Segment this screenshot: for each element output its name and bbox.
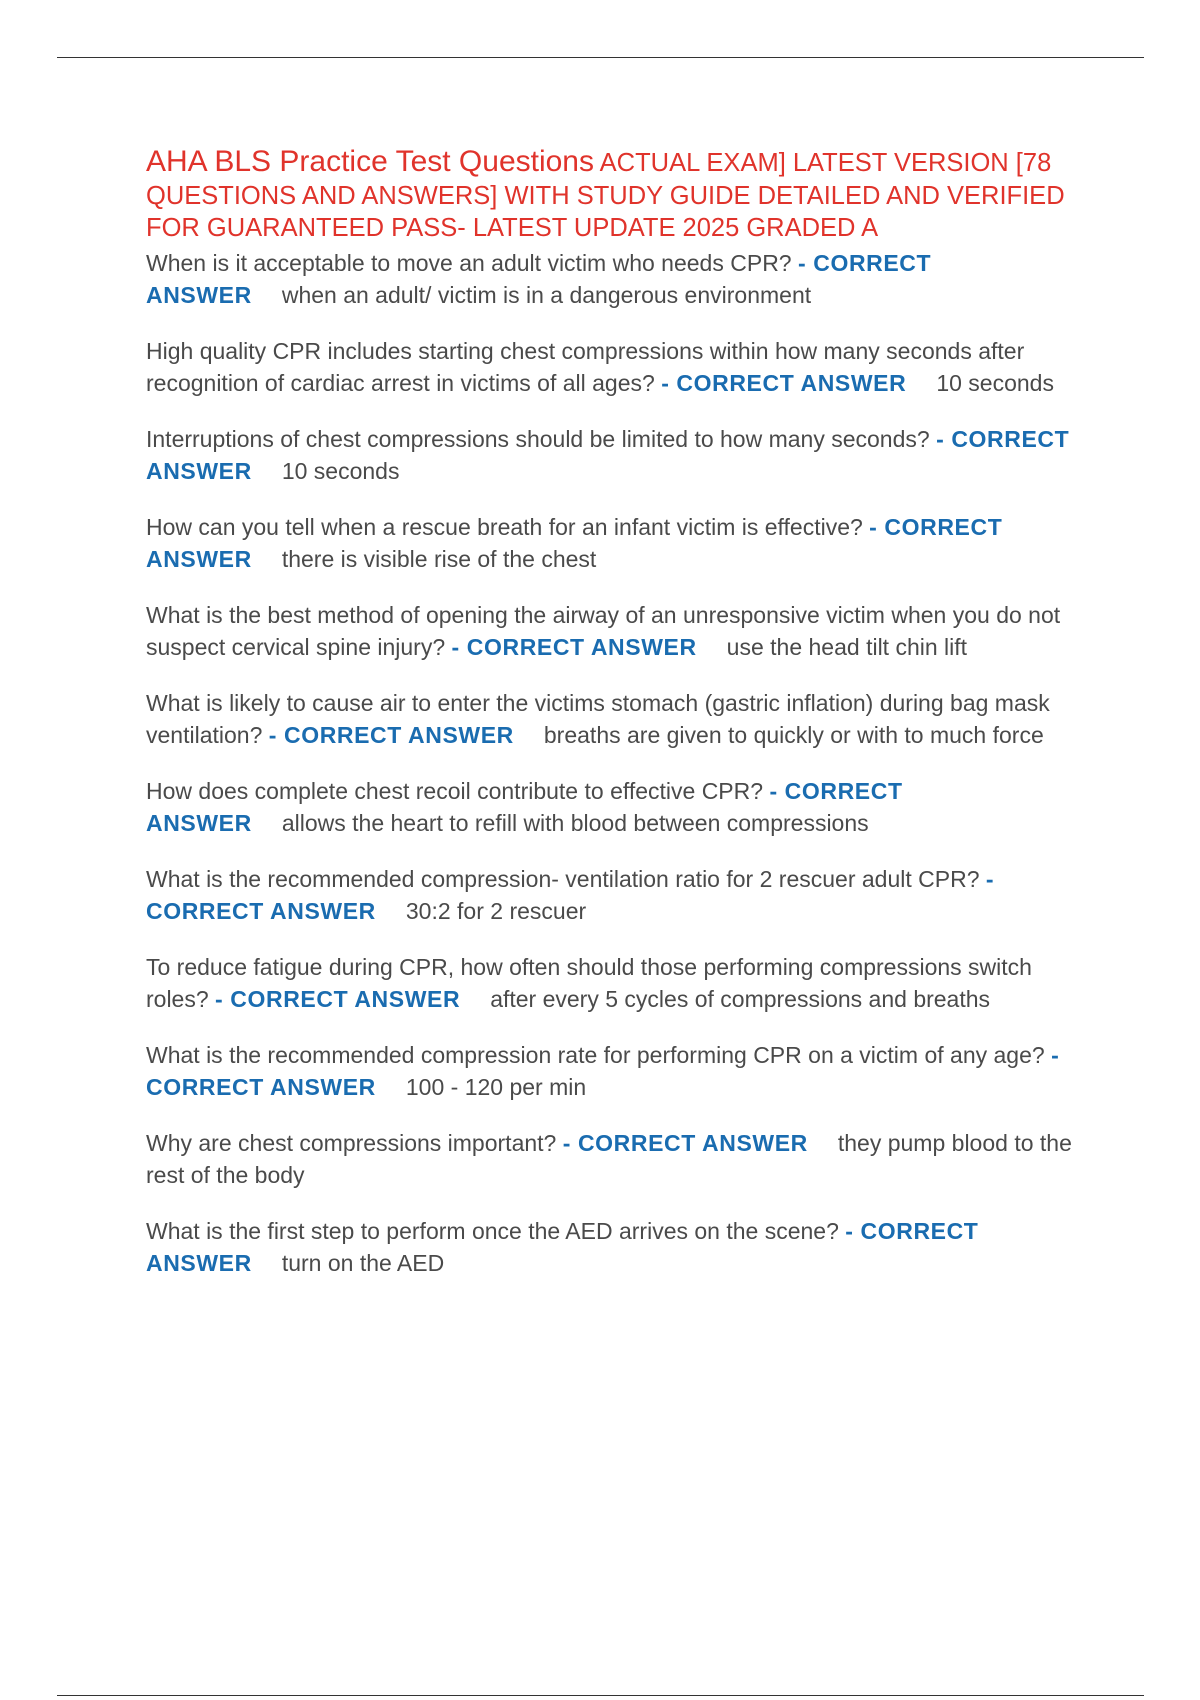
correct-answer-marker: - CORRECT ANSWER xyxy=(146,513,1003,572)
correct-answer-marker: - CORRECT ANSWER xyxy=(146,865,995,924)
qa-item xyxy=(146,247,1086,311)
qa-item xyxy=(146,511,1086,575)
footer-rule xyxy=(57,1695,1144,1696)
question-text: What is likely to cause air to enter the victims stomach (gastric inflation) during bag mask ventilation? xyxy=(146,689,1050,748)
answer-text: after every 5 cycles of compressions and breaths xyxy=(490,985,991,1012)
qa-item xyxy=(146,1127,1086,1191)
qa-item xyxy=(146,951,1086,1015)
document-title xyxy=(146,146,1086,245)
answer-text: when an adult/ victim is in a dangerous environment xyxy=(281,281,812,308)
question-text: How does complete chest recoil contribute to effective CPR? xyxy=(146,777,770,804)
question-text: When is it acceptable to move an adult victim who needs CPR? xyxy=(146,249,798,276)
answer-text: 10 seconds xyxy=(281,457,400,484)
answer-text: there is visible rise of the chest xyxy=(281,545,597,572)
qa-item xyxy=(146,423,1086,487)
answer-text: 100 - 120 per min xyxy=(405,1073,587,1100)
answer-text: breaths are given to quickly or with to much force xyxy=(543,721,1044,748)
answer-text: 10 seconds xyxy=(936,369,1054,396)
correct-answer-marker: - CORRECT ANSWER xyxy=(562,1129,808,1156)
question-text: What is the recommended compression rate for performing CPR on a victim of any age? xyxy=(146,1041,1052,1068)
correct-answer-marker: - CORRECT ANSWER xyxy=(146,1041,1060,1100)
correct-answer-marker: - CORRECT ANSWER xyxy=(146,249,932,308)
title-rest: ACTUAL EXAM] LATEST VERSION [78 QUESTIONS AND ANSWERS] WITH STUDY GUIDE DETAILED AND VERIFIED FOR GUARANTEED PASS- LATEST UPDATE 2025 GRADED A xyxy=(146,149,1065,242)
correct-answer-marker: - CORRECT ANSWER xyxy=(215,985,461,1012)
question-text: High quality CPR includes starting chest compressions within how many seconds after recognition of cardiac arrest in victims of all ages? xyxy=(146,337,1025,396)
question-text: What is the recommended compression- ventilation ratio for 2 rescuer adult CPR? xyxy=(146,865,986,892)
correct-answer-marker: - CORRECT ANSWER xyxy=(268,721,514,748)
title-main: AHA BLS Practice Test Questions xyxy=(146,145,594,178)
qa-item xyxy=(146,863,1086,927)
correct-answer-marker: - CORRECT ANSWER xyxy=(146,425,1070,484)
header-rule xyxy=(57,57,1144,58)
answer-text: they pump blood to the rest of the body xyxy=(146,1129,1072,1188)
qa-item xyxy=(146,687,1086,751)
qa-item xyxy=(146,599,1086,663)
question-text: What is the best method of opening the airway of an unresponsive victim when you do not suspect cervical spine injury? xyxy=(146,601,1061,660)
answer-text: 30:2 for 2 rescuer xyxy=(405,897,587,924)
qa-item xyxy=(146,775,1086,839)
question-text: Interruptions of chest compressions should be limited to how many seconds? xyxy=(146,425,937,452)
correct-answer-marker: - CORRECT ANSWER xyxy=(146,1217,979,1276)
question-text: How can you tell when a rescue breath for an infant victim is effective? xyxy=(146,513,870,540)
qa-item xyxy=(146,1039,1086,1103)
question-text: What is the first step to perform once the AED arrives on the scene? xyxy=(146,1217,846,1244)
answer-text: turn on the AED xyxy=(281,1249,445,1276)
qa-item xyxy=(146,1215,1086,1279)
document-body xyxy=(146,146,1086,1279)
question-text: Why are chest compressions important? xyxy=(146,1129,563,1156)
question-text: To reduce fatigue during CPR, how often should those performing compressions switch roles? xyxy=(146,953,1032,1012)
answer-text: allows the heart to refill with blood between compressions xyxy=(281,809,869,836)
qa-item xyxy=(146,335,1086,399)
answer-text: use the head tilt chin lift xyxy=(726,633,968,660)
correct-answer-marker: - CORRECT ANSWER xyxy=(661,369,907,396)
correct-answer-marker: - CORRECT ANSWER xyxy=(146,777,903,836)
correct-answer-marker: - CORRECT ANSWER xyxy=(451,633,697,660)
